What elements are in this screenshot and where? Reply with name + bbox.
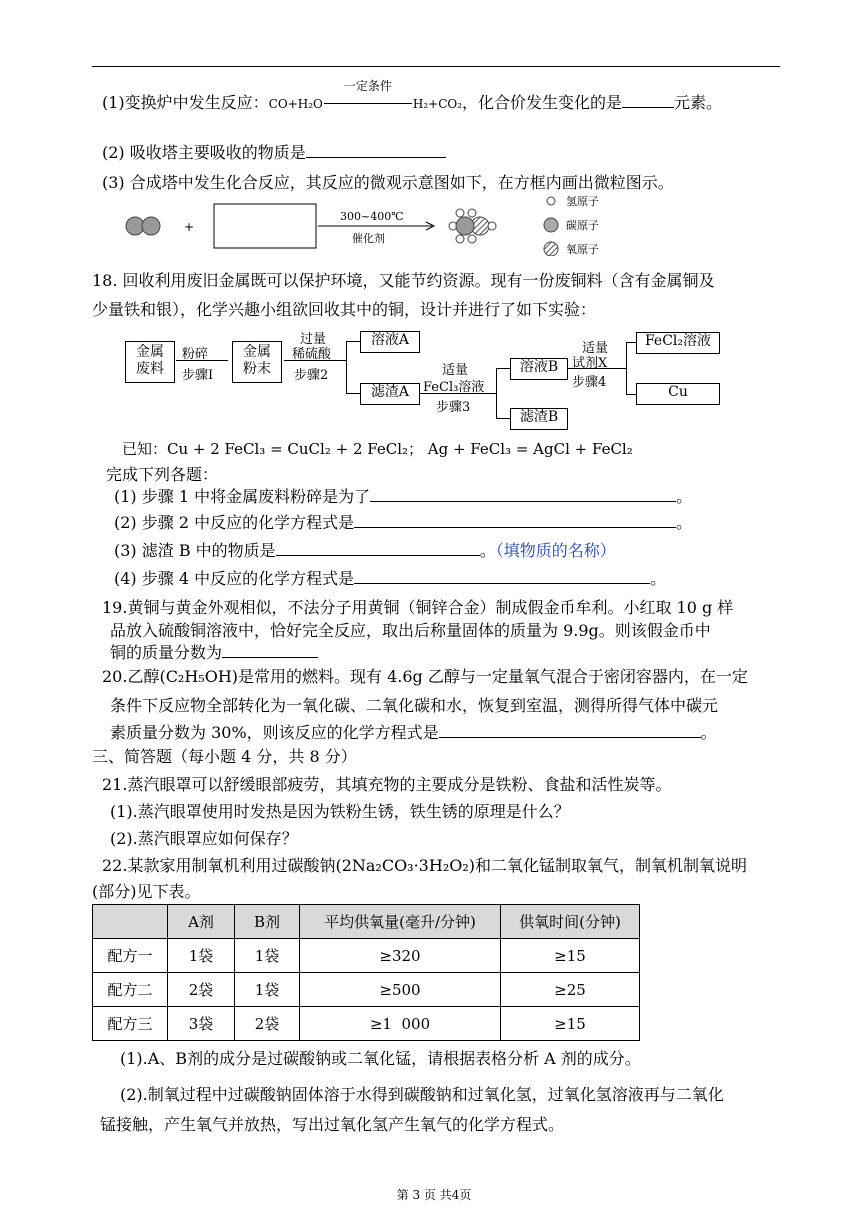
q19-answer-blank[interactable] [222,657,318,658]
q18-a2: (2) 步骤 2 中反应的化学方程式是 。 [114,513,693,532]
q17-arrow [323,79,413,112]
table-cell: ≥320 [300,939,501,973]
flow-step4-top2: 试剂X [572,356,608,371]
legend-hydrogen: 氢原子 [566,195,599,208]
legend-oxygen: 氧原子 [566,243,599,256]
table-cell: 配方三 [93,1007,168,1041]
q17-micro-diagram [120,192,640,256]
flow-solution-b: 溶液B [510,358,568,380]
q18-a2-blank[interactable] [354,527,676,528]
flow-step3-bottom: 步骤3 [436,400,471,415]
q19-line1: 19.黄铜与黄金外观相似，不法分子用黄铜（铜锌合金）制成假金币牟利。小红取 10 g 样 [102,598,734,617]
table-cell: ≥15 [501,939,640,973]
q18-a4: (4) 步骤 4 中反应的化学方程式是 。 [114,569,667,588]
q19-line2: 品放入硫酸铜溶液中，恰好完全反应，取出后称量固体的质量为 9.9g。则该假金币中 [110,621,711,640]
table-cell: 1袋 [235,973,300,1007]
table-cell: 配方一 [93,939,168,973]
q17-part1-tail: 元素。 [674,93,723,112]
q17-part1-text: (1)变换炉中发生反应： [102,93,269,112]
q17-reactants: CO+H₂O [268,97,323,111]
table-header-cell: 供氧时间(分钟) [501,905,640,939]
q17-condition: 一定条件 [343,79,392,93]
q17-answer1-blank[interactable] [622,107,674,108]
q17-part1-post: ，化合价发生变化的是 [462,93,623,112]
table-cell: 2袋 [235,1007,300,1041]
flow-solution-a: 溶液A [360,331,420,353]
table-header-cell: 平均供氧量(毫升/分钟) [300,905,501,939]
q20-line3: 素质量分数为 30%，则该反应的化学方程式是 。 [110,723,717,742]
q19-line3-text: 铜的质量分数为 [110,643,223,662]
q17-part2-text: (2) 吸收塔主要吸收的物质是 [102,143,306,162]
q17-equation [268,79,463,112]
table-row [93,973,640,1007]
q20-line2: 条件下反应物全部转化为一氧化碳、二氧化碳和水，恢复到室温，测得所得气体中碳元 [110,696,719,715]
q22-a2-line1: (2).制氧过程中过碳酸钠固体溶于水得到碳酸钠和过氧化氢，过氧化氢溶液再与二氧化 [120,1085,724,1104]
table-cell: 配方二 [93,973,168,1007]
table-row [93,939,640,973]
q17-part2 [102,140,446,163]
page-footer: 第 3 页 共4页 [396,1188,472,1202]
q20-line3-text: 素质量分数为 30%，则该反应的化学方程式是 [110,723,439,742]
q22-line1: 22.某款家用制氧机利用过碳酸钠(2Na₂CO₃·3H₂O₂)和二氧化锰制取氧气，制氧机制氧说明 [102,856,748,875]
reactant-atom-2 [142,217,160,235]
table-row [93,1007,640,1041]
flow-fecl2-solution: FeCl₂溶液 [636,332,720,354]
legend-carbon-icon [544,218,558,232]
legend-hydrogen-icon [547,197,555,205]
flow-scrap: 金属 废料 [125,341,175,383]
q18-a1-blank[interactable] [370,501,676,502]
section3-heading: 三、简答题（每小题 4 分，共 8 分） [92,747,357,766]
q22-a2-line2: 锰接触，产生氧气并放热，写出过氧化氢产生氧气的化学方程式。 [100,1115,565,1134]
flow-step3-top1: 适量 [442,363,469,378]
table-cell: 1袋 [168,939,235,973]
q17-part3: (3) 合成塔中发生化合反应，其反应的微观示意图如下，在方框内画出微粒图示。 [102,173,674,192]
header-rule [92,66,780,67]
q18-line2: 少量铁和银），化学兴趣小组欲回收其中的铜，设计并进行了如下实验： [92,300,597,319]
q21-line1: 21.蒸汽眼罩可以舒缓眼部疲劳，其填充物的主要成分是铁粉、食盐和活性炭等。 [102,775,672,794]
flow-copper: Cu [636,383,720,405]
flow-step2-top1: 过量 [300,332,327,347]
q18-a1-text: (1) 步骤 1 中将金属废料粉碎是为了 [114,487,371,506]
q18-a3-blank[interactable] [276,555,480,556]
q18-a1: (1) 步骤 1 中将金属废料粉碎是为了 。 [114,487,693,506]
q18-a4-blank[interactable] [354,583,650,584]
q18-a4-text: (4) 步骤 4 中反应的化学方程式是 [114,569,355,588]
table-cell: 3袋 [168,1007,235,1041]
q22-line2: (部分)见下表。 [92,882,201,901]
flow-step4-bottom: 步骤4 [572,375,607,390]
flow-step2-bottom: 步骤2 [294,368,329,383]
q18-instruction: 完成下列各题： [106,465,219,484]
table-cell: ≥15 [501,1007,640,1041]
table-header-cell: A剂 [168,905,235,939]
reactant-atom-1 [126,217,144,235]
table-cell: ≥1 000 [300,1007,501,1041]
q18-a3: (3) 滤渣 B 中的物质是 。（填物质的名称） [114,541,616,560]
q17-answer2-blank[interactable] [306,157,446,158]
flow-residue-a: 滤渣A [360,383,420,405]
flow-step1-top: 粉碎 [182,347,209,362]
q20-answer-blank[interactable] [439,737,701,738]
q22-table [92,904,640,1041]
q22-a1: (1).A、B剂的成分是过碳酸钠或二氧化锰，请根据表格分析 A 剂的成分。 [120,1049,641,1068]
table-cell: ≥25 [501,973,640,1007]
table-cell: ≥500 [300,973,501,1007]
condition-catalyst: 催化剂 [352,232,385,245]
q18-a3-note: （填物质的名称） [495,541,616,560]
product-carbon-atom [456,217,474,235]
condition-temperature: 300~400℃ [340,210,404,223]
table-cell: 2袋 [168,973,235,1007]
diagram-plus: + [184,220,195,234]
flow-residue-b: 滤渣B [510,408,568,430]
q21-a2: (2).蒸汽眼罩应如何保存？ [110,829,298,848]
flow-step2-top2: 稀硫酸 [292,347,332,362]
legend-carbon: 碳原子 [566,219,599,232]
table-header-cell [93,905,168,939]
flow-step4-top1: 适量 [582,341,609,356]
flow-powder: 金属 粉末 [232,341,282,383]
q19-line3 [110,640,318,663]
q17-part1 [102,79,723,113]
legend-oxygen-icon [544,242,558,256]
flow-step3-top2: FeCl₃溶液 [423,380,485,395]
q17-products: H₂+CO₂ [412,97,463,111]
table-header-row [93,905,640,939]
q18-line1: 18. 回收利用废旧金属既可以保护环境，又能节约资源。现有一份废铜料（含有金属铜及 [92,271,715,290]
table-header-cell: B剂 [235,905,300,939]
flow-step1-bottom: 步骤Ⅰ [182,368,214,383]
q20-line1: 20.乙醇(C₂H₅OH)是常用的燃料。现有 4.6g 乙醇与一定量氧气混合于密闭容器内，在一定 [102,667,748,686]
q21-a1: (1).蒸汽眼罩使用时发热是因为铁粉生锈，铁生锈的原理是什么？ [110,802,570,821]
drawing-box[interactable] [214,204,316,248]
q18-a3-text: (3) 滤渣 B 中的物质是 [114,541,276,560]
q18-a2-text: (2) 步骤 2 中反应的化学方程式是 [114,513,355,532]
table-cell: 1袋 [235,939,300,973]
q18-known: 已知：Cu + 2 FeCl₃ = CuCl₂ + 2 FeCl₂； Ag + FeCl₃ = AgCl + FeCl₂ [122,440,633,458]
